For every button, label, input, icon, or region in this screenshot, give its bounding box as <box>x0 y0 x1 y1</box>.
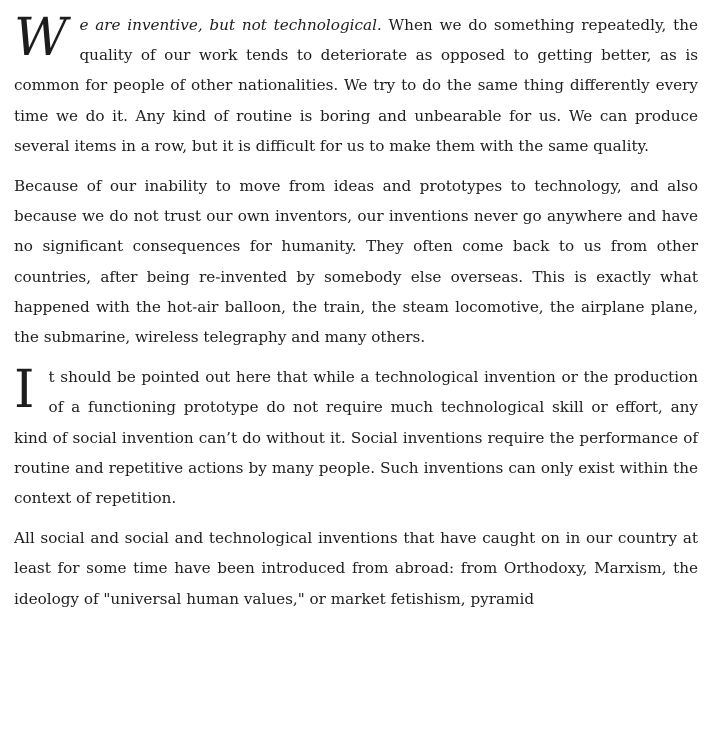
paragraph-1-text: When we do something repeatedly, the quality of our work tends to deteriorate as opposed to getting better, as is common for people of other nationalities. We try to do the same thing differently every time we do it. Any kind of routine is boring and unbearable for us. We can produce several items in a row, but it is difficult for us to make them with the same quality. <box>14 16 698 155</box>
lead-in-italic: e are inventive, but not technological. <box>79 16 382 34</box>
paragraph-2-text: Because of our inability to move from ideas and prototypes to technology, and also because we do not trust our own inventors, our inventions never go anywhere and have no significant consequences for humanity. They often come back to us from other countries, after being re-invented by somebody else overseas. This is exactly what happened with the hot-air balloon, the train, the steam locomotive, the airplane plane, the submarine, wireless telegraphy and many others. <box>14 177 698 347</box>
drop-cap-w: W <box>14 8 68 68</box>
paragraph-1 <box>14 10 698 161</box>
paragraph-2 <box>14 171 698 352</box>
paragraph-3 <box>14 362 698 513</box>
drop-cap-i: I <box>14 360 35 421</box>
article-body <box>14 10 698 624</box>
paragraph-3-text: t should be pointed out here that while a technological invention or the production of a functioning prototype do not require much technological skill or effort, any kind of social invention can’t do without it. Social inventions require the performance of routine and repetitive actions by many people. Such inventions can only exist within the context of repetition. <box>14 368 698 508</box>
paragraph-4 <box>14 523 698 614</box>
paragraph-4-text: All social and social and technological inventions that have caught on in our country at least for some time have been introduced from abroad: from Orthodoxy, Marxism, the ideology of "universal human values," or market fetishism, pyramid <box>14 529 698 608</box>
